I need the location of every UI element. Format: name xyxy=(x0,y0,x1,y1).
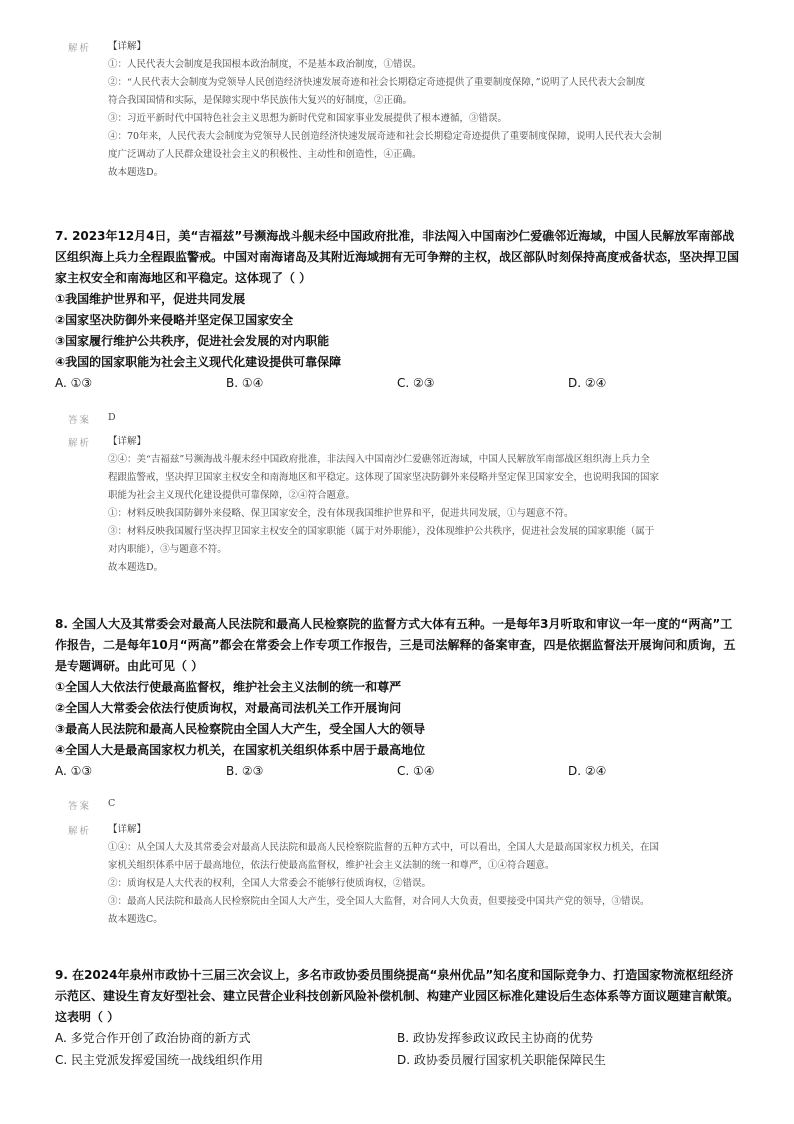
stem-line: 区组织海上兵力全程跟监警戒。中国对南海诸岛及其附近海域拥有无可争辩的主权，战区部队时刻保持高度戒备状态，坚决捍卫国 xyxy=(55,250,740,264)
explanation-body xyxy=(108,821,728,929)
option-a[interactable]: A. ①③ xyxy=(55,764,93,778)
stem-line: 作报告，二是每年10月“两高”都会在常委会上作专项工作报告，三是司法解释的备案审查，四是依据监督法开展询问和质询，五 xyxy=(55,638,736,652)
explanation-line: 职能为社会主义现代化建设提供可靠保障，②④符合题意。 xyxy=(108,490,356,501)
stem-line: 家主权安全和南海地区和平稳定。这体现了（ ） xyxy=(55,271,312,285)
question-stem xyxy=(55,614,745,677)
statement-3: ③国家履行维护公共秩序，促进社会发展的对内职能 xyxy=(55,334,330,348)
explanation-title: 【详解】 xyxy=(108,824,147,835)
stem-line: 7. 2023年12月4日，美“吉福兹”号濒海战斗舰未经中国政府批准，非法闯入中国南沙仁爱礁邻近海域，中国人民解放军南部战 xyxy=(55,229,735,243)
answer-value: C xyxy=(108,798,116,809)
explanation-line: 故本题选D。 xyxy=(108,167,164,178)
statement-2: ②国家坚决防御外来侵略并坚定保卫国家安全 xyxy=(55,313,294,327)
options-row xyxy=(55,373,745,394)
q8-answer xyxy=(68,798,116,812)
option-d[interactable]: D. ②④ xyxy=(568,376,607,390)
explanation-body xyxy=(108,433,728,577)
statement-1: ①全国人大依法行使最高监督权，维护社会主义法制的统一和尊严 xyxy=(55,680,402,694)
explanation-line: 符合我国国情和实际，是保障实现中华民族伟大复兴的好制度，②正确。 xyxy=(108,95,413,106)
stem-line: 示范区、建设生育友好型社会、建立民营企业科技创新风险补偿机制、构建产业园区标准化建设后生态体系等方面议题建言献策。 xyxy=(55,989,740,1003)
answer-tag: 答案 xyxy=(68,801,92,812)
answer-tag: 答案 xyxy=(68,415,92,426)
option-b[interactable]: B. ②③ xyxy=(226,764,264,778)
option-b[interactable]: B. ①④ xyxy=(226,376,264,390)
explanation-line: 度广泛调动了人民群众建设社会主义的积极性、主动性和创造性，④正确。 xyxy=(108,149,422,160)
option-d[interactable]: D. 政协委员履行国家机关职能保障民生 xyxy=(397,1053,606,1067)
statement-1: ①我国维护世界和平，促进共同发展 xyxy=(55,292,246,306)
explanation-line: ②④：美“吉福兹”号濒海战斗舰未经中国政府批准，非法闯入中国南沙仁爱礁邻近海域，中国人民解放军南部战区组织海上兵力全 xyxy=(108,454,650,465)
statement-4: ④我国的国家职能为社会主义现代化建设提供可靠保障 xyxy=(55,355,342,369)
question-stem xyxy=(55,965,745,1028)
stem-line: 是专题调研。由此可见（ ） xyxy=(55,659,204,673)
explanation-line: 故本题选C。 xyxy=(108,914,163,925)
answer-value: D xyxy=(108,412,116,423)
statement-2: ②全国人大常委会依法行使质询权，对最高司法机关工作开展询问 xyxy=(55,701,402,715)
explanation-line: ③：材料反映我国履行坚决捍卫国家主权安全的国家职能（属于对外职能），没体现维护公共秩序，促进社会发展的国家职能（属于 xyxy=(108,526,655,537)
stem-line: 8. 全国人大及其常委会对最高人民法院和最高人民检察院的监督方式大体有五种。一是每年3月听取和审议一年一度的“两高”工 xyxy=(55,617,733,631)
question-9 xyxy=(55,965,745,1072)
option-a[interactable]: A. ①③ xyxy=(55,376,93,390)
option-c[interactable]: C. 民主党派发挥爱国统一战线组织作用 xyxy=(55,1053,264,1067)
explanation-line: ②：“人民代表大会制度为党领导人民创造经济快速发展奇迹和社会长期稳定奇迹提供了重要制度保障，”说明了人民代表大会制度 xyxy=(108,77,645,88)
option-b[interactable]: B. 政协发挥参政议政民主协商的优势 xyxy=(397,1031,593,1045)
explanation-tag: 解析 xyxy=(68,43,92,54)
explanation-tag: 解析 xyxy=(68,826,92,837)
explanation-line: ③：最高人民法院和最高人民检察院由全国人大产生，受全国人大监督，对合同人大负责，但要接受中国共产党的领导，③错误。 xyxy=(108,896,650,907)
explanation-line: 程跟监警戒，坚决捍卫国家主权安全和南海地区和平稳定。这体现了国家坚决防御外来侵略并坚定保卫国家安全，也说明我国的国家 xyxy=(108,472,660,483)
explanation-line: ①④：从全国人大及其常委会对最高人民法院和最高人民检察院监督的五种方式中，可以看出，全国人大是最高国家权力机关，在国 xyxy=(108,842,660,853)
explanation-line: 故本题选D。 xyxy=(108,562,164,573)
stem-line: 9. 在2024年泉州市政协十三届三次会议上，多名市政协委员围绕提高“泉州优品”知名度和国际竞争力、打造国家物流枢纽经济 xyxy=(55,968,734,982)
option-c[interactable]: C. ②③ xyxy=(397,376,435,390)
explanation-body xyxy=(108,38,728,182)
option-a[interactable]: A. 多党合作开创了政治协商的新方式 xyxy=(55,1031,251,1045)
option-c[interactable]: C. ①④ xyxy=(397,764,435,778)
explanation-line: 家机关组织体系中居于最高地位，依法行使最高监督权，维护社会主义法制的统一和尊严，①④符合题意。 xyxy=(108,860,555,871)
explanation-title: 【详解】 xyxy=(108,41,147,52)
explanation-line: ③：习近平新时代中国特色社会主义思想为新时代党和国家事业发展提供了根本遵循，③错误。 xyxy=(108,113,508,124)
explanation-line: ②：质询权是人大代表的权利，全国人大常委会不能够行使质询权，②错误。 xyxy=(108,878,432,889)
statement-3: ③最高人民法院和最高人民检察院由全国人大产生，受全国人大的领导 xyxy=(55,722,426,736)
options-grid xyxy=(55,1028,745,1072)
stem-line: 这表明（ ） xyxy=(55,1010,120,1024)
options-row xyxy=(55,761,745,782)
explanation-line: ④：70年来，人民代表大会制度为党领导人民创造经济快速发展奇迹和社会长期稳定奇迹提供了重要制度保障，说明人民代表大会制 xyxy=(108,131,662,142)
explanation-title: 【详解】 xyxy=(108,436,147,447)
statement-4: ④全国人大是最高国家权力机关，在国家机关组织体系中居于最高地位 xyxy=(55,743,426,757)
explanation-tag: 解析 xyxy=(68,438,92,449)
q7-answer xyxy=(68,412,116,426)
question-8 xyxy=(55,614,745,782)
explanation-line: 对内职能），③与题意不符。 xyxy=(108,544,227,555)
explanation-line: ①：人民代表大会制度是我国根本政治制度，不是基本政治制度，①错误。 xyxy=(108,59,422,70)
question-7 xyxy=(55,226,745,394)
question-stem xyxy=(55,226,745,289)
explanation-line: ①：材料反映我国防御外来侵略、保卫国家安全，没有体现我国维护世界和平，促进共同发展，①与题意不符。 xyxy=(108,508,574,519)
option-d[interactable]: D. ②④ xyxy=(568,764,607,778)
